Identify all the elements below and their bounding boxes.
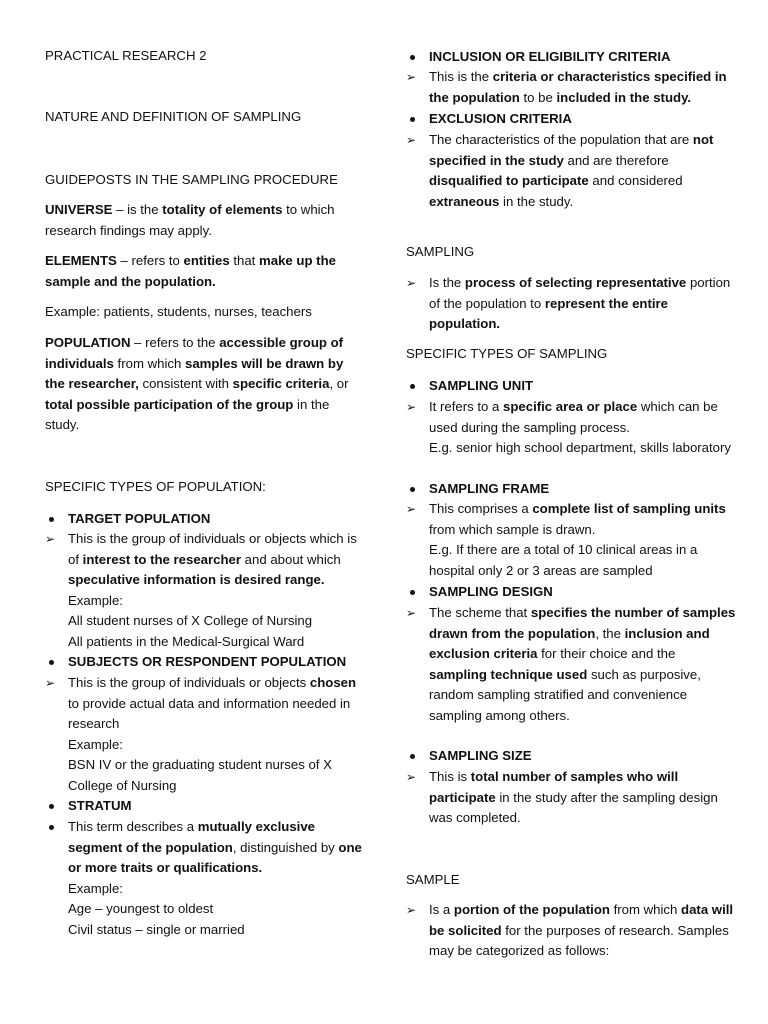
document-title: PRACTICAL RESEARCH 2 [45, 48, 207, 63]
exclusion-criteria-description: ➢ The characteristics of the population that are not specified in the study and are therefore disqualified to participate and considered extraneous in the study. [406, 132, 714, 209]
section-guideposts-heading: GUIDEPOSTS IN THE SAMPLING PROCEDURE [45, 172, 338, 187]
stratum-item: STRATUM [68, 798, 132, 813]
example-text: All patients in the Medical-Surgical Ward [68, 633, 305, 649]
target-population-description: ➢ This is the group of individuals or objects which is of interest to the researcher and about which speculative information is desired range. Example: All student nurses of X College of Nursing All patients in the Medical-Surgical Ward [45, 529, 365, 653]
sampling-design-description: ➢ The scheme that specifies the number of samples drawn from the population, the inclusion and exclusion criteria for their choice and the sampling technique used such as purposive, random sampling stratified and convenience sampling among others. [406, 605, 736, 723]
example-text: E.g. If there are a total of 10 clinical areas in a hospital only 2 or 3 areas are sampled [429, 542, 698, 578]
sampling-unit-item: SAMPLING UNIT [429, 378, 534, 393]
arrow-bullet-icon: ➢ [45, 532, 56, 546]
example-label: Example: [68, 880, 123, 896]
population-definition: POPULATION – refers to the accessible group of individuals from which samples will be drawn by the researcher, consistent with specific criteria, or total possible participation of the group in the study. [45, 335, 349, 433]
example-label: Example: [68, 592, 123, 608]
arrow-bullet-icon: ➢ [406, 133, 417, 147]
inclusion-criteria-description: ➢ This is the criteria or characteristics specified in the population to be included in the study. [406, 69, 727, 105]
sampling-definition: ➢ Is the process of selecting representative portion of the population to represent the entire population. [406, 275, 731, 332]
sampling-frame-description: ➢ This comprises a complete list of sampling units from which sample is drawn. E.g. If there are a total of 10 clinical areas in a hospital only 2 or 3 areas are sampled [406, 499, 736, 581]
inclusion-criteria-item: INCLUSION OR ELIGIBILITY CRITERIA [429, 49, 671, 64]
example-text: BSN IV or the graduating student nurses of X College of Nursing [68, 757, 332, 793]
sampling-types-heading: SPECIFIC TYPES OF SAMPLING [406, 346, 608, 361]
sample-definition: ➢ Is a portion of the population from which data will be solicited for the purposes of research. Samples may be categorized as follows: [406, 902, 734, 959]
target-population-item: TARGET POPULATION [68, 511, 211, 526]
sampling-size-item: SAMPLING SIZE [429, 748, 532, 763]
subjects-population-item: SUBJECTS OR RESPONDENT POPULATION [68, 654, 347, 669]
section-sample-heading: SAMPLE [406, 872, 460, 887]
example-text: E.g. senior high school department, skills laboratory [429, 440, 731, 456]
sampling-size-description: ➢ This is total number of samples who will participate in the study after the sampling design was completed. [406, 769, 718, 826]
universe-definition: UNIVERSE – is the totality of elements to which research findings may apply. [45, 202, 335, 238]
subjects-population-description: ➢ This is the group of individuals or objects chosen to provide actual data and information needed in research Example: BSN IV or the graduating student nurses of X College of Nursing [45, 673, 365, 797]
arrow-bullet-icon: ➢ [45, 676, 56, 690]
sampling-frame-item: SAMPLING FRAME [429, 481, 550, 496]
arrow-bullet-icon: ➢ [406, 276, 417, 290]
example-label: Example: [68, 736, 123, 752]
section-sampling-heading: SAMPLING [406, 244, 475, 259]
section-nature-heading: NATURE AND DEFINITION OF SAMPLING [45, 109, 302, 124]
sampling-unit-description: ➢ It refers to a specific area or place which can be used during the sampling process. E.g. senior high school department, skills laboratory [406, 397, 736, 459]
arrow-bullet-icon: ➢ [406, 70, 417, 84]
arrow-bullet-icon: ➢ [406, 400, 417, 414]
arrow-bullet-icon: ➢ [406, 903, 417, 917]
population-types-heading: SPECIFIC TYPES OF POPULATION: [45, 479, 266, 494]
arrow-bullet-icon: ➢ [406, 770, 417, 784]
elements-definition: ELEMENTS – refers to entities that make up the sample and the population. [45, 253, 336, 289]
arrow-bullet-icon: ➢ [406, 502, 417, 516]
elements-example: Example: patients, students, nurses, teachers [45, 304, 312, 319]
example-text: Civil status – single or married [68, 921, 245, 937]
stratum-description: This term describes a mutually exclusive segment of the population, distinguished by one or more traits or qualifications. Example: Age – youngest to oldest Civil status – single or married [45, 817, 365, 941]
example-text: Age – youngest to oldest [68, 901, 214, 917]
exclusion-criteria-item: EXCLUSION CRITERIA [429, 111, 572, 126]
arrow-bullet-icon: ➢ [406, 606, 417, 620]
example-text: All student nurses of X College of Nursing [68, 613, 313, 629]
sampling-design-item: SAMPLING DESIGN [429, 584, 553, 599]
